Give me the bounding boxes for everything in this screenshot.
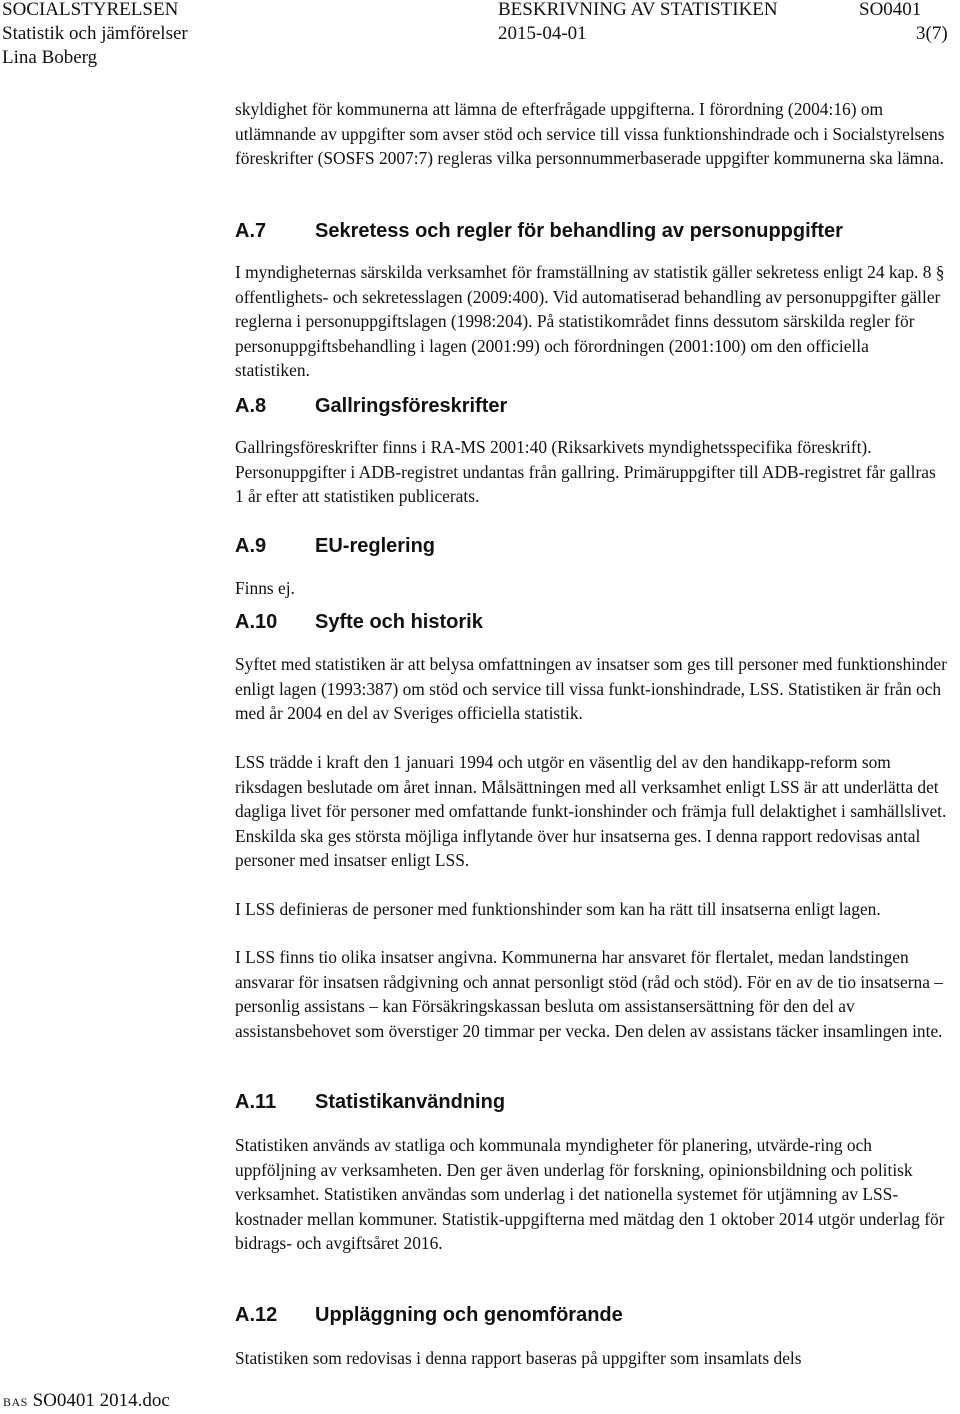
section-title: Uppläggning och genomförande — [315, 1304, 623, 1326]
document-date: 2015-04-01 — [498, 23, 587, 44]
author: Lina Boberg — [2, 47, 98, 68]
section-title: EU-reglering — [315, 535, 436, 557]
footer — [3, 1389, 170, 1414]
section-body-a10-p3: I LSS definieras de personer med funktionshinder som kan ha rätt till insatserna enligt lagen. — [235, 899, 881, 919]
section-number: A.7 — [235, 220, 267, 242]
section-title: Gallringsföreskrifter — [315, 395, 508, 417]
section-body-a9: Finns ej. — [235, 578, 295, 598]
section-title: Syfte och historik — [315, 611, 483, 633]
intro-paragraph: skyldighet för kommunerna att lämna de efterfrågade uppgifterna. I förordning (2004:16) om utlämnande av uppgifter som avser stöd och service till vissa funktionshindrade och i Socialstyrelsens föreskrifter (SOSFS 2007:7) regleras vilka personnummerbaserade uppgifter kommunerna ska lämna. — [235, 99, 945, 168]
org-name: SOCIALSTYRELSEN — [2, 0, 179, 20]
section-body-a10-p4: I LSS finns tio olika insatser angivna. Kommunerna har ansvaret för flertalet, medan landstingen ansvarar för insatsen rådgivning och annat personligt stöd (råd och stöd). För en av de tio insatserna – personlig assistans – kan Försäkringskassan besluta om assistansersättning för den del av assistansbehovet som överstiger 20 timmar per vecka. Den delen av assistans täcker insamlingen inte. — [235, 947, 943, 1041]
document-code: SO0401 — [859, 0, 922, 20]
footer-filename: SO0401 2014.doc — [32, 1390, 170, 1411]
page-number: 3(7) — [916, 23, 948, 44]
section-body-a10-p2: LSS trädde i kraft den 1 januari 1994 och utgör en väsentlig del av den handikapp-reform som riksdagen beslutade om året innan. Målsättningen med all verksamhet enligt LSS är att underlätta det dagliga livet för personer med omfattande funkt-ionshinder och främja full delaktighet i samhällslivet. Enskilda ska ges största möjliga inflytande över hur insatserna ges. I denna rapport redovisas antal personer med insatser enligt LSS. — [235, 752, 947, 870]
section-body-a11: Statistiken används av statliga och kommunala myndigheter för planering, utvärde-ring och uppföljning av verksamheten. Den ger även underlag för forskning, opinionsbildning och politisk verksamhet. Statistiken användas som underlag i det nationella systemet för utjämning av LSS-kostnader mellan kommuner. Statistik-uppgifterna med mätdag den 1 oktober 2014 utgör underlag för bidrags- och avgiftsåret 2016. — [235, 1135, 945, 1253]
document-title: BESKRIVNING AV STATISTIKEN — [498, 0, 778, 20]
section-body-a8: Gallringsföreskrifter finns i RA-MS 2001:40 (Riksarkivets myndighetsspecifika föreskrift). Personuppgifter i ADB-registret undantas från gallring. Primäruppgifter till ADB-registret får gallras 1 år efter att statistiken publicerats. — [235, 437, 936, 506]
section-number: A.9 — [235, 535, 267, 557]
section-body-a12: Statistiken som redovisas i denna rapport baseras på uppgifter som insamlats dels — [235, 1348, 802, 1368]
section-number: A.8 — [235, 395, 267, 417]
section-title: Statistikanvändning — [315, 1091, 506, 1113]
section-number: A.10 — [235, 611, 278, 633]
section-number: A.11 — [235, 1091, 277, 1113]
section-body-a10-p1: Syftet med statistiken är att belysa omfattningen av insatser som ges till personer med funktionshinder enligt lagen (1993:387) om stöd och service till vissa funkt-ionshindrade, LSS. Statistiken är från och med år 2004 en del av Sveriges officiella statistik. — [235, 654, 947, 723]
department: Statistik och jämförelser — [2, 23, 188, 44]
section-title: Sekretess och regler för behandling av personuppgifter — [315, 220, 843, 242]
footer-prefix: BAS — [3, 1395, 28, 1409]
section-body-a7: I myndigheternas särskilda verksamhet för framställning av statistik gäller sekretess enligt 24 kap. 8 § offentlighets- och sekretesslagen (2009:400). Vid automatiserad behandling av personuppgifter gäller reglerna i personuppgiftslagen (1998:204). På statistikområdet finns dessutom särskilda regler för personuppgiftsbehandling i lagen (2001:99) och förordningen (2001:100) om den officiella statistiken. — [235, 262, 945, 380]
section-number: A.12 — [235, 1304, 278, 1326]
